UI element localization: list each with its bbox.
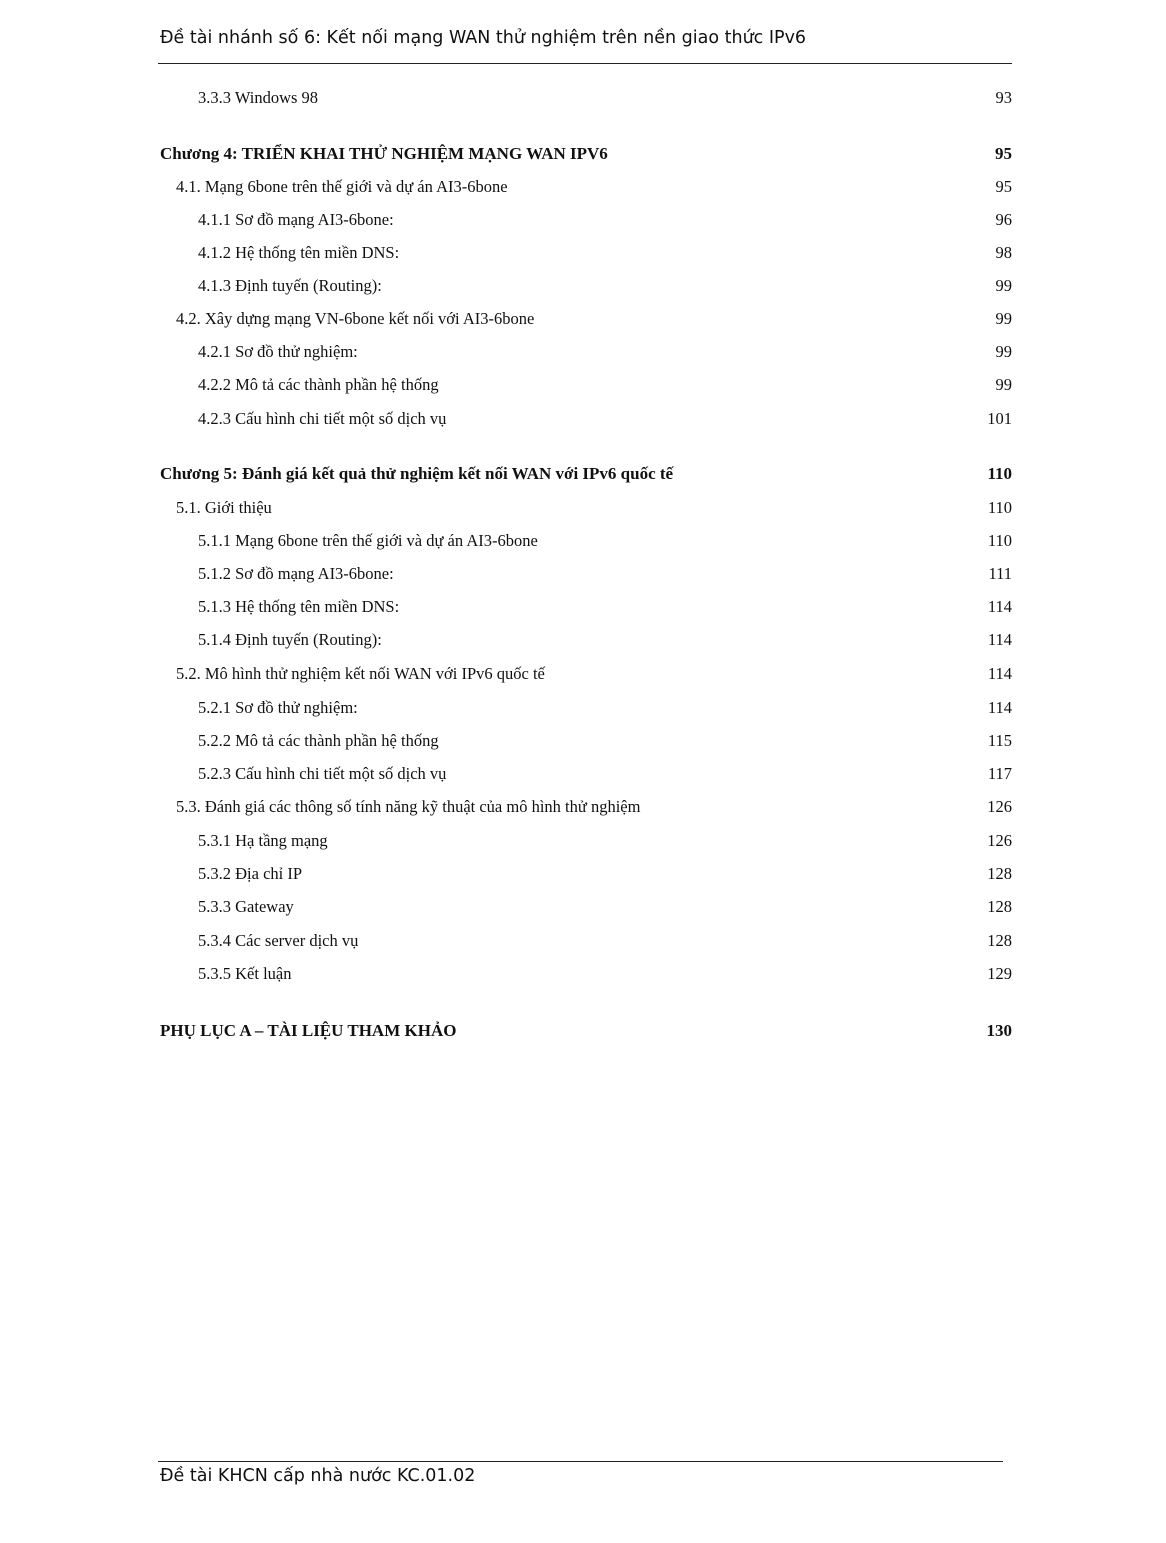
- toc-entry[interactable]: [0, 630, 1012, 652]
- toc-entry-page: 96: [995, 210, 1012, 229]
- toc-entry[interactable]: [0, 764, 1012, 786]
- toc-entry[interactable]: [0, 698, 1012, 720]
- toc-entry-page: 114: [987, 664, 1012, 683]
- toc-entry-title: 5.3.3 Gateway: [198, 897, 294, 916]
- toc-entry-title: 4.2. Xây dựng mạng VN-6bone kết nối với AI3-6bone: [176, 309, 535, 328]
- toc-entry-title: 5.3.5 Kết luận: [198, 964, 292, 983]
- toc-entry-page: 95: [995, 177, 1012, 196]
- toc-entry-page: 126: [987, 797, 1012, 816]
- toc-entry[interactable]: [0, 1021, 1012, 1043]
- toc-entry-page: 128: [987, 864, 1012, 883]
- toc-entry-page: 99: [995, 375, 1012, 394]
- toc-entry-title: 5.1.2 Sơ đồ mạng AI3-6bone:: [198, 564, 394, 583]
- toc-entry-title: 5.1.1 Mạng 6bone trên thế giới và dự án AI3-6bone: [198, 531, 538, 550]
- toc-entry-title: 5.1.4 Định tuyến (Routing):: [198, 630, 382, 649]
- toc-entry-title: 4.2.1 Sơ đồ thử nghiệm:: [198, 342, 358, 361]
- toc-entry[interactable]: [0, 177, 1012, 199]
- toc-entry-page: 98: [995, 243, 1012, 262]
- toc-entry-page: 130: [986, 1021, 1012, 1040]
- toc-entry[interactable]: [0, 144, 1012, 166]
- toc-entry-title: 5.1. Giới thiệu: [176, 498, 272, 517]
- toc-entry-page: 114: [987, 597, 1012, 616]
- toc-entry[interactable]: [0, 375, 1012, 397]
- toc-entry-page: 101: [987, 409, 1012, 428]
- toc-entry-page: 110: [987, 498, 1012, 517]
- toc-entry-page: 114: [987, 698, 1012, 717]
- toc-entry-title: 5.3. Đánh giá các thông số tính năng kỹ thuật của mô hình thử nghiệm: [176, 797, 641, 816]
- toc-entry-title: 5.2.2 Mô tả các thành phần hệ thống: [198, 731, 439, 750]
- page-footer-text: Đề tài KHCN cấp nhà nước KC.01.02: [160, 1466, 476, 1486]
- toc-entry[interactable]: [0, 664, 1012, 686]
- toc-entry-page: 99: [995, 276, 1012, 295]
- toc-entry-title: Chương 5: Đánh giá kết quả thử nghiệm kết nối WAN với IPv6 quốc tế: [160, 464, 674, 483]
- toc-entry-page: 129: [987, 964, 1012, 983]
- toc-entry[interactable]: [0, 564, 1012, 586]
- toc-entry[interactable]: [0, 243, 1012, 265]
- toc-entry-title: 4.1. Mạng 6bone trên thế giới và dự án AI3-6bone: [176, 177, 508, 196]
- toc-entry-page: 128: [987, 931, 1012, 950]
- toc-entry[interactable]: [0, 276, 1012, 298]
- toc-entry[interactable]: [0, 498, 1012, 520]
- toc-entry-page: 110: [987, 531, 1012, 550]
- toc-entry[interactable]: [0, 342, 1012, 364]
- toc-entry-title: Chương 4: TRIỂN KHAI THỬ NGHIỆM MẠNG WAN IPV6: [160, 144, 608, 163]
- toc-entry[interactable]: [0, 931, 1012, 953]
- toc-entry-page: 114: [987, 630, 1012, 649]
- toc-entry-page: 93: [995, 88, 1012, 107]
- toc-entry-title: 5.3.2 Địa chỉ IP: [198, 864, 303, 883]
- toc-entry-title: 4.1.3 Định tuyến (Routing):: [198, 276, 382, 295]
- toc-entry-title: 4.1.2 Hệ thống tên miền DNS:: [198, 243, 400, 262]
- toc-entry-title: 5.3.1 Hạ tầng mạng: [198, 831, 328, 850]
- toc-entry-page: 99: [995, 309, 1012, 328]
- toc-entry-page: 126: [987, 831, 1012, 850]
- toc-entry[interactable]: [0, 531, 1012, 553]
- toc-entry-title: 5.2. Mô hình thử nghiệm kết nối WAN với IPv6 quốc tế: [176, 664, 545, 683]
- toc-entry-title: 5.1.3 Hệ thống tên miền DNS:: [198, 597, 400, 616]
- toc-entry-page: 117: [987, 764, 1012, 783]
- toc-entry-page: 110: [987, 464, 1012, 483]
- toc-entry[interactable]: [0, 864, 1012, 886]
- toc-entry[interactable]: [0, 464, 1012, 486]
- toc-entry-title: 4.1.1 Sơ đồ mạng AI3-6bone:: [198, 210, 394, 229]
- toc-entry-title: 5.2.1 Sơ đồ thử nghiệm:: [198, 698, 358, 717]
- toc-entry[interactable]: [0, 409, 1012, 431]
- toc-entry-page: 115: [987, 731, 1012, 750]
- page-header-title: Đề tài nhánh số 6: Kết nối mạng WAN thử nghiệm trên nền giao thức IPv6: [160, 28, 807, 48]
- toc-entry-title: 4.2.2 Mô tả các thành phần hệ thống: [198, 375, 439, 394]
- toc-entry[interactable]: [0, 210, 1012, 232]
- toc-entry[interactable]: [0, 597, 1012, 619]
- toc-entry-title: 5.3.4 Các server dịch vụ: [198, 931, 359, 950]
- footer-divider: [158, 1461, 1003, 1462]
- toc-entry[interactable]: [0, 731, 1012, 753]
- toc-entry-page: 111: [988, 564, 1012, 583]
- toc-entry-page: 99: [995, 342, 1012, 361]
- toc-entry[interactable]: [0, 897, 1012, 919]
- toc-entry[interactable]: [0, 797, 1012, 819]
- toc-entry-page: 128: [987, 897, 1012, 916]
- toc-entry-title: PHỤ LỤC A – TÀI LIỆU THAM KHẢO: [160, 1021, 457, 1040]
- toc-entry-title: 4.2.3 Cấu hình chi tiết một số dịch vụ: [198, 409, 447, 428]
- toc-entry[interactable]: [0, 831, 1012, 853]
- toc-entry[interactable]: [0, 309, 1012, 331]
- toc-entry-title: 5.2.3 Cấu hình chi tiết một số dịch vụ: [198, 764, 447, 783]
- toc-entry[interactable]: [0, 964, 1012, 986]
- toc-entry-page: 95: [995, 144, 1012, 163]
- toc-entry[interactable]: [0, 88, 1012, 110]
- toc-entry-title: 3.3.3 Windows 98: [198, 88, 319, 107]
- header-divider: [158, 63, 1012, 64]
